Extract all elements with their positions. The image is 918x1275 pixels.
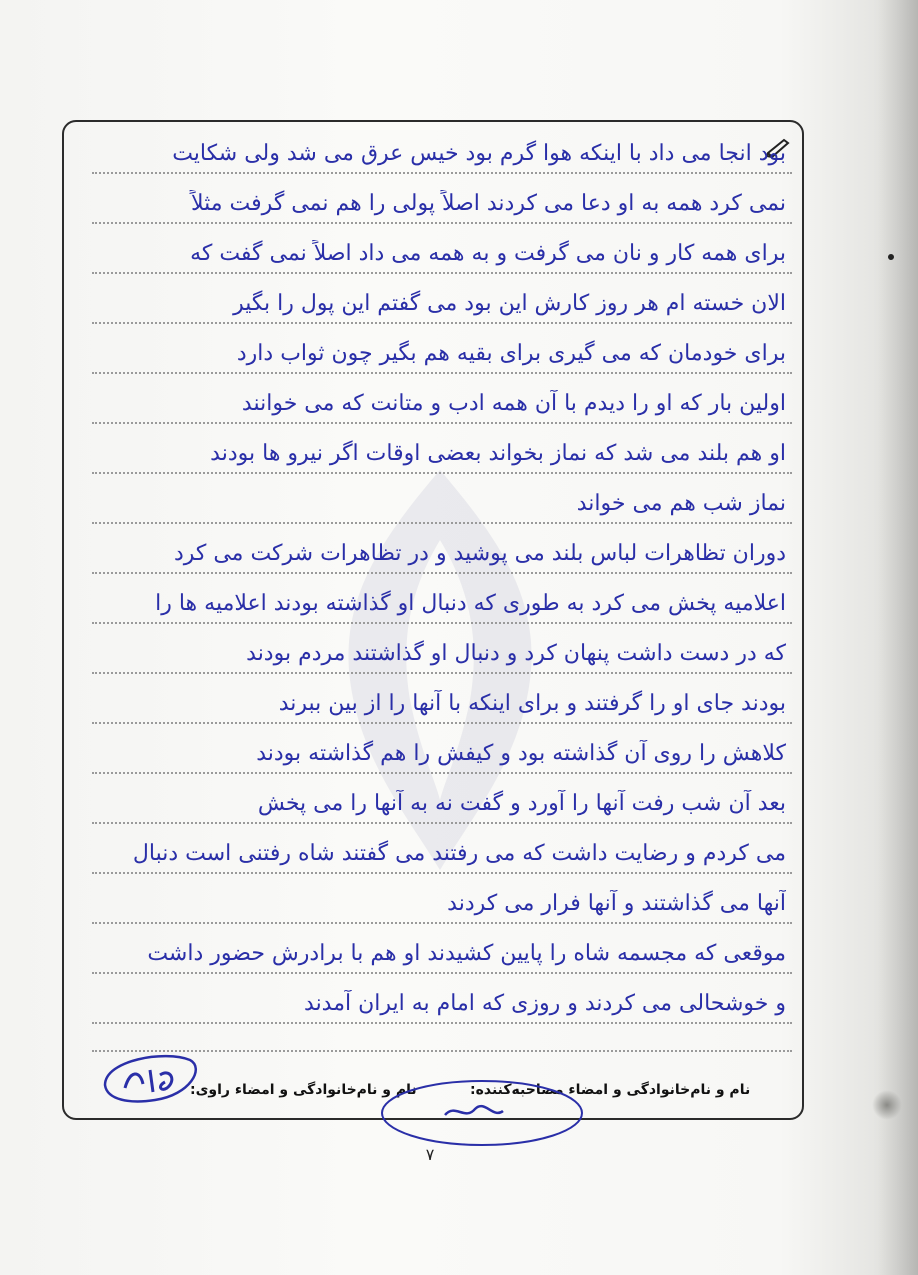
ruled-line <box>92 522 792 524</box>
ruled-line <box>92 222 792 224</box>
ruled-line <box>92 272 792 274</box>
ruled-line <box>92 872 792 874</box>
interviewer-signature <box>375 1075 590 1155</box>
handwritten-line: بود انجا می داد با اینکه هوا گرم بود خیس عرق می شد ولی شکایت <box>172 141 786 166</box>
handwritten-line: اعلامیه پخش می کرد به طوری که دنبال او گذاشته بودند اعلامیه ها را <box>155 591 786 616</box>
ruled-line <box>92 322 792 324</box>
ruled-line <box>92 972 792 974</box>
handwritten-line: کلاهش را روی آن گذاشته بود و کیفش را هم گذاشته بودند <box>256 741 786 766</box>
ruled-line <box>92 822 792 824</box>
handwritten-line: برای خودمان که می گیری برای بقیه هم بگیر چون ثواب دارد <box>236 341 786 366</box>
page-edge-shadow <box>878 0 918 1275</box>
content-frame <box>62 120 804 1120</box>
ruled-line <box>92 922 792 924</box>
page-number: ۷ <box>425 1145 435 1164</box>
handwritten-line: اولین بار که او را دیدم با آن همه ادب و متانت که می خوانند <box>241 391 786 416</box>
ruled-line <box>92 422 792 424</box>
scan-stain <box>872 1090 902 1120</box>
ruled-line <box>92 1022 792 1024</box>
handwritten-line: نماز شب هم می خواند <box>576 491 786 516</box>
handwritten-line: برای همه کار و نان می گرفت و به همه می داد اصلاً نمی گفت که <box>190 241 786 266</box>
handwritten-line: می کردم و رضایت داشت که می رفتند می گفتند شاه رفتنی است دنبال <box>132 841 786 866</box>
handwritten-line: نمی کرد همه به او دعا می کردند اصلاً پولی را هم نمی گرفت مثلاً <box>191 191 786 216</box>
ruled-line <box>92 472 792 474</box>
ruled-line <box>92 372 792 374</box>
ruled-line <box>92 622 792 624</box>
handwritten-line: موقعی که مجسمه شاه را پایین کشیدند او هم با برادرش حضور داشت <box>147 941 786 966</box>
narrator-signature <box>95 1040 205 1110</box>
handwritten-line: الان خسته ام هر روز کارش این بود می گفتم این پول را بگیر <box>233 291 786 316</box>
ruled-line <box>92 572 792 574</box>
scan-speck <box>888 254 894 260</box>
handwritten-line: آنها می گذاشتند و آنها فرار می کردند <box>447 891 786 916</box>
handwritten-line: بودند جای او را گرفتند و برای اینکه با آنها را از بین ببرند <box>278 691 786 716</box>
ruled-line <box>92 172 792 174</box>
narrator-signature-label: نام و نام‌خانوادگی و امضاء راوی: <box>190 1082 417 1098</box>
handwritten-line: که در دست داشت پنهان کرد و دنبال او گذاشتند مردم بودند <box>246 641 786 666</box>
ruled-line <box>92 672 792 674</box>
handwritten-line: بعد آن شب رفت آنها را آورد و گفت نه به آنها را می پخش <box>257 791 786 816</box>
handwritten-line: او هم بلند می شد که نماز بخواند بعضی اوقات اگر نیرو ها بودند <box>210 441 786 466</box>
interviewer-signature-label: نام و نام‌خانوادگی و امضاء مصاحبه‌کننده: <box>470 1082 751 1098</box>
ruled-line <box>92 772 792 774</box>
ruled-line <box>92 722 792 724</box>
handwritten-line: و خوشحالی می کردند و روزی که امام به ایران آمدند <box>304 991 786 1016</box>
handwritten-line: دوران تظاهرات لباس بلند می پوشید و در تظاهرات شرکت می کرد <box>173 541 786 566</box>
